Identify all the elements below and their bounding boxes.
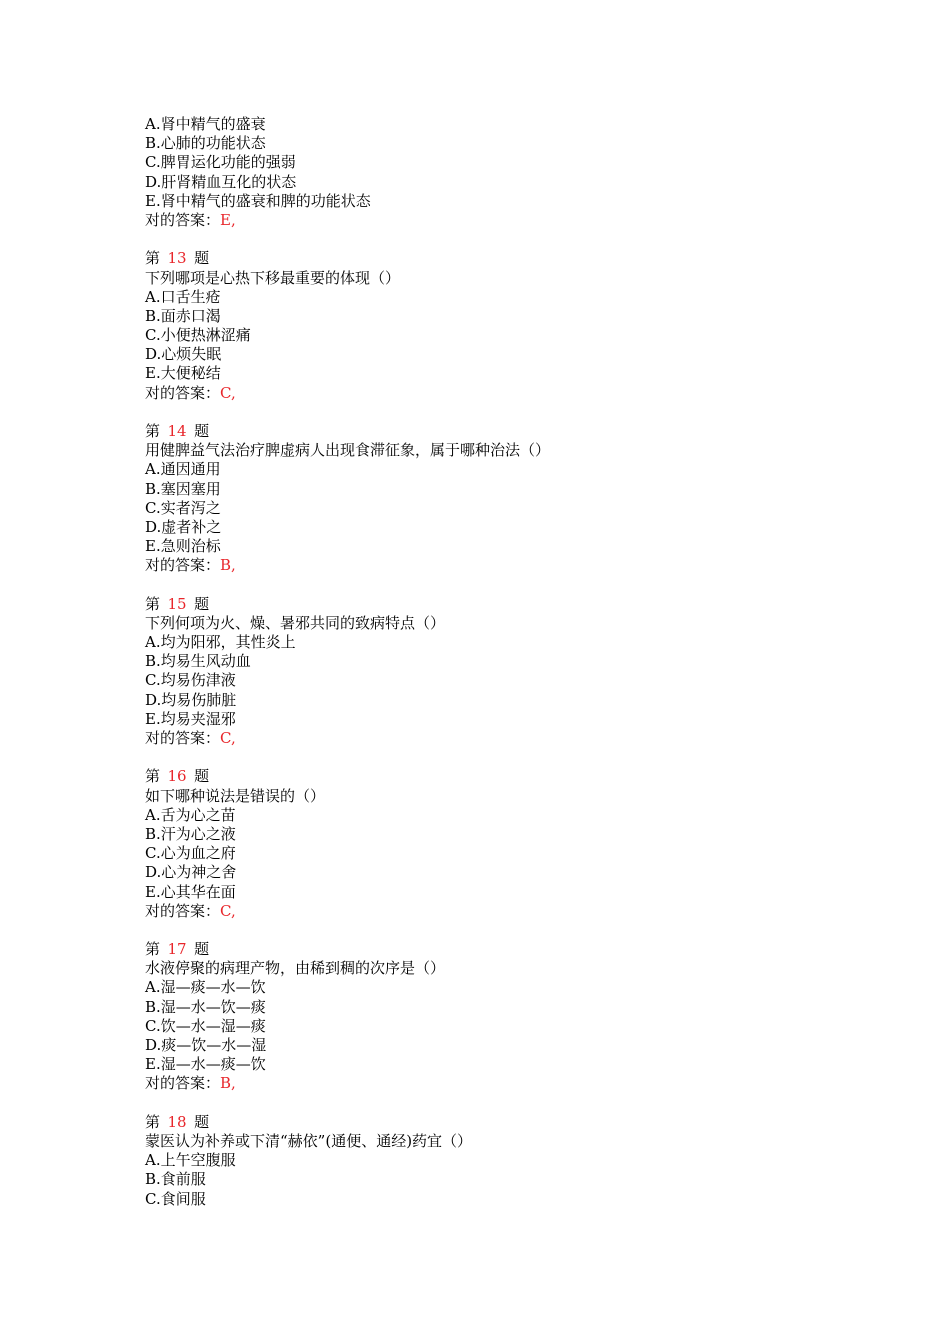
question-number: 16 (167, 767, 187, 786)
question-number: 18 (167, 1112, 187, 1131)
option-d: D.心为神之舍 (145, 863, 237, 882)
question-heading: 第 16 题 (145, 767, 210, 786)
question-block-17 (145, 940, 905, 1094)
option-b: B.均易生风动血 (145, 652, 251, 671)
answer-line (145, 729, 905, 748)
option-a: A.通因通用 (145, 460, 221, 479)
option-b: B.汗为心之液 (145, 824, 236, 843)
option-a: A.肾中精气的盛衰 (145, 115, 266, 133)
answer-line (145, 902, 905, 921)
question-number: 14 (167, 422, 187, 440)
answer-prefix: 对的答案： (145, 556, 221, 575)
option-c: C.均易伤津液 (145, 671, 236, 690)
question-heading: 第 17 题 (145, 940, 210, 959)
option-d: D.心烦失眠 (145, 345, 222, 364)
option-e: E.均易夹湿邪 (145, 709, 236, 728)
question-12-tail (145, 115, 905, 230)
question-block-16 (145, 767, 905, 921)
question-text: 如下哪种说法是错误的（） (145, 786, 326, 805)
option-a: A.湿—痰—水—饮 (145, 978, 266, 997)
option-e: E.湿—水—痰—饮 (145, 1055, 266, 1074)
option-b: B.湿—水—饮—痰 (145, 997, 266, 1016)
option-a: A.上午空腹服 (145, 1151, 236, 1170)
option-c: C.食间服 (145, 1189, 206, 1208)
option-c: C.饮—水—湿—痰 (145, 1016, 266, 1035)
answer-line (145, 1074, 905, 1093)
option-d: D.虚者补之 (145, 517, 222, 536)
question-heading: 第 18 题 (145, 1112, 210, 1131)
question-text: 用健脾益气法治疗脾虚病人出现食滞征象，属于哪种治法（） (145, 441, 551, 460)
option-d: D.痰—饮—水—湿 (145, 1036, 267, 1054)
question-text: 下列哪项是心热下移最重要的体现（） (145, 268, 401, 287)
option-b: B.面赤口渴 (145, 306, 221, 325)
option-d: D.均易伤肺脏 (145, 690, 237, 709)
option-a: A.均为阳邪，其性炎上 (145, 633, 296, 652)
answer-value: B, (220, 1074, 236, 1093)
answer-value: C, (220, 901, 236, 920)
answer-prefix: 对的答案： (145, 901, 221, 920)
answer-value: B, (220, 556, 236, 575)
question-block-15 (145, 595, 905, 749)
answer-prefix: 对的答案： (145, 729, 221, 747)
document-page (145, 115, 905, 1209)
option-a: A.口舌生疮 (145, 287, 221, 306)
option-e: E.急则治标 (145, 537, 221, 556)
option-c: C.小便热淋涩痛 (145, 326, 251, 345)
answer-line (145, 211, 905, 230)
question-text: 蒙医认为补养或下清“赫依”(通便、通经)药宜（） (145, 1131, 473, 1150)
option-e: E.大便秘结 (145, 364, 221, 383)
option-b: B.塞因塞用 (145, 479, 221, 498)
option-e: E.肾中精气的盛衰和脾的功能状态 (145, 191, 371, 210)
option-d: D.肝肾精血互化的状态 (145, 172, 297, 191)
answer-prefix: 对的答案： (145, 1074, 221, 1093)
question-heading: 第 15 题 (145, 594, 210, 613)
answer-value: C, (220, 729, 236, 747)
question-heading: 第 13 题 (145, 249, 210, 268)
option-c: C.心为血之府 (145, 844, 236, 863)
option-b: B.食前服 (145, 1170, 206, 1189)
option-c: C.实者泻之 (145, 498, 221, 517)
question-block-18 (145, 1113, 905, 1209)
option-c: C.脾胃运化功能的强弱 (145, 153, 296, 172)
option-e: E.心其华在面 (145, 882, 236, 901)
question-number: 15 (167, 594, 187, 613)
question-block-14 (145, 422, 905, 576)
question-text: 下列何项为火、燥、暑邪共同的致病特点（） (145, 613, 446, 632)
question-text: 水液停聚的病理产物，由稀到稠的次序是（） (145, 959, 446, 978)
option-b: B.心肺的功能状态 (145, 134, 266, 153)
answer-line (145, 384, 905, 403)
question-heading: 第 14 题 (145, 422, 210, 440)
question-number: 13 (167, 249, 187, 268)
question-number: 17 (167, 940, 187, 959)
answer-value: E, (220, 210, 236, 229)
question-block-13 (145, 249, 905, 403)
answer-prefix: 对的答案： (145, 383, 221, 402)
answer-value: C, (220, 383, 236, 402)
answer-prefix: 对的答案： (145, 210, 221, 229)
option-a: A.舌为心之苗 (145, 805, 236, 824)
answer-line (145, 556, 905, 575)
